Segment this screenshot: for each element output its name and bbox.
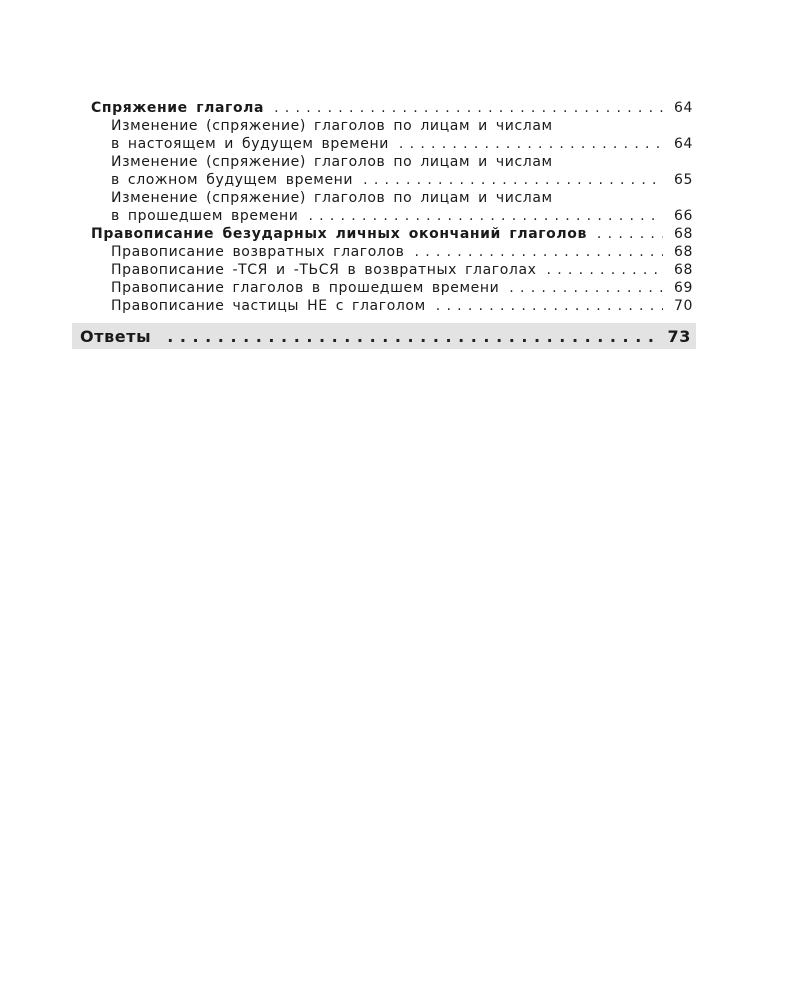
toc-entry-line: [91, 243, 693, 261]
toc-entry-title-continued: в прошедшем времени: [111, 208, 299, 224]
toc-page-number: 65: [673, 172, 693, 188]
toc-entry-line: [91, 279, 693, 297]
toc-entry-line: [91, 153, 693, 171]
table-of-contents: [91, 99, 693, 315]
dot-leader: [415, 243, 664, 261]
dot-leader: [547, 261, 663, 279]
toc-entry-line: [91, 135, 693, 153]
toc-entry-past-tense[interactable]: [91, 189, 693, 225]
toc-entry-tsya-tsya[interactable]: [91, 261, 693, 279]
toc-entry-past-tense-spelling[interactable]: [91, 279, 693, 297]
toc-page-number: 66: [673, 208, 693, 224]
toc-entry-title: Правописание -ТСЯ и -ТЬСЯ в возвратных глаголах: [111, 262, 537, 278]
toc-entry-compound-future[interactable]: [91, 153, 693, 189]
dot-leader: [274, 99, 663, 117]
dot-leader: [363, 171, 663, 189]
toc-page-number: 64: [673, 100, 693, 116]
toc-entry-title: Правописание частицы НЕ с глаголом: [111, 298, 426, 314]
toc-entry-title: Изменение (спряжение) глаголов по лицам и числам: [111, 190, 553, 206]
toc-entry-ne-with-verb[interactable]: [91, 297, 693, 315]
toc-page-number: 68: [673, 226, 693, 242]
toc-entry-conjugation[interactable]: [91, 99, 693, 117]
toc-entry-title-continued: в настоящем и будущем времени: [111, 136, 389, 152]
toc-entry-title: Спряжение глагола: [91, 100, 265, 116]
dot-leader: [308, 207, 663, 225]
toc-entry-line: [91, 99, 693, 117]
toc-entry-title: Правописание возвратных глаголов: [111, 244, 405, 260]
toc-page-number: 64: [673, 136, 693, 152]
toc-page-number: 68: [673, 244, 693, 260]
toc-entry-title: Правописание глаголов в прошедшем времени: [111, 280, 500, 296]
toc-entry-line: [91, 207, 693, 225]
toc-entry-title-continued: в сложном будущем времени: [111, 172, 354, 188]
toc-page-number: 69: [673, 280, 693, 296]
dot-leader: [399, 135, 663, 153]
dot-leader: [597, 225, 663, 243]
dot-leader: [509, 279, 663, 297]
toc-page-number: 70: [673, 298, 693, 314]
toc-entry-line: [91, 189, 693, 207]
dot-leader: [436, 297, 663, 315]
answers-title: Ответы: [80, 326, 152, 346]
toc-entry-present-future[interactable]: [91, 117, 693, 153]
toc-entry-title: Изменение (спряжение) глаголов по лицам и числам: [111, 118, 553, 134]
toc-entry-line: [91, 225, 693, 243]
toc-entry-line: [91, 117, 693, 135]
toc-entry-title: Правописание безударных личных окончаний глаголов: [91, 226, 587, 242]
toc-entry-reflexive-verbs[interactable]: [91, 243, 693, 261]
dot-leader: [167, 327, 659, 346]
toc-page-number: 68: [673, 262, 693, 278]
toc-entry-line: [91, 261, 693, 279]
toc-entry-unstressed-endings[interactable]: [91, 225, 693, 243]
answers-page-number: 73: [667, 326, 691, 346]
toc-entry-title: Изменение (спряжение) глаголов по лицам и числам: [111, 154, 553, 170]
toc-entry-answers[interactable]: [72, 323, 696, 349]
toc-entry-line: [91, 297, 693, 315]
toc-entry-line: [91, 171, 693, 189]
